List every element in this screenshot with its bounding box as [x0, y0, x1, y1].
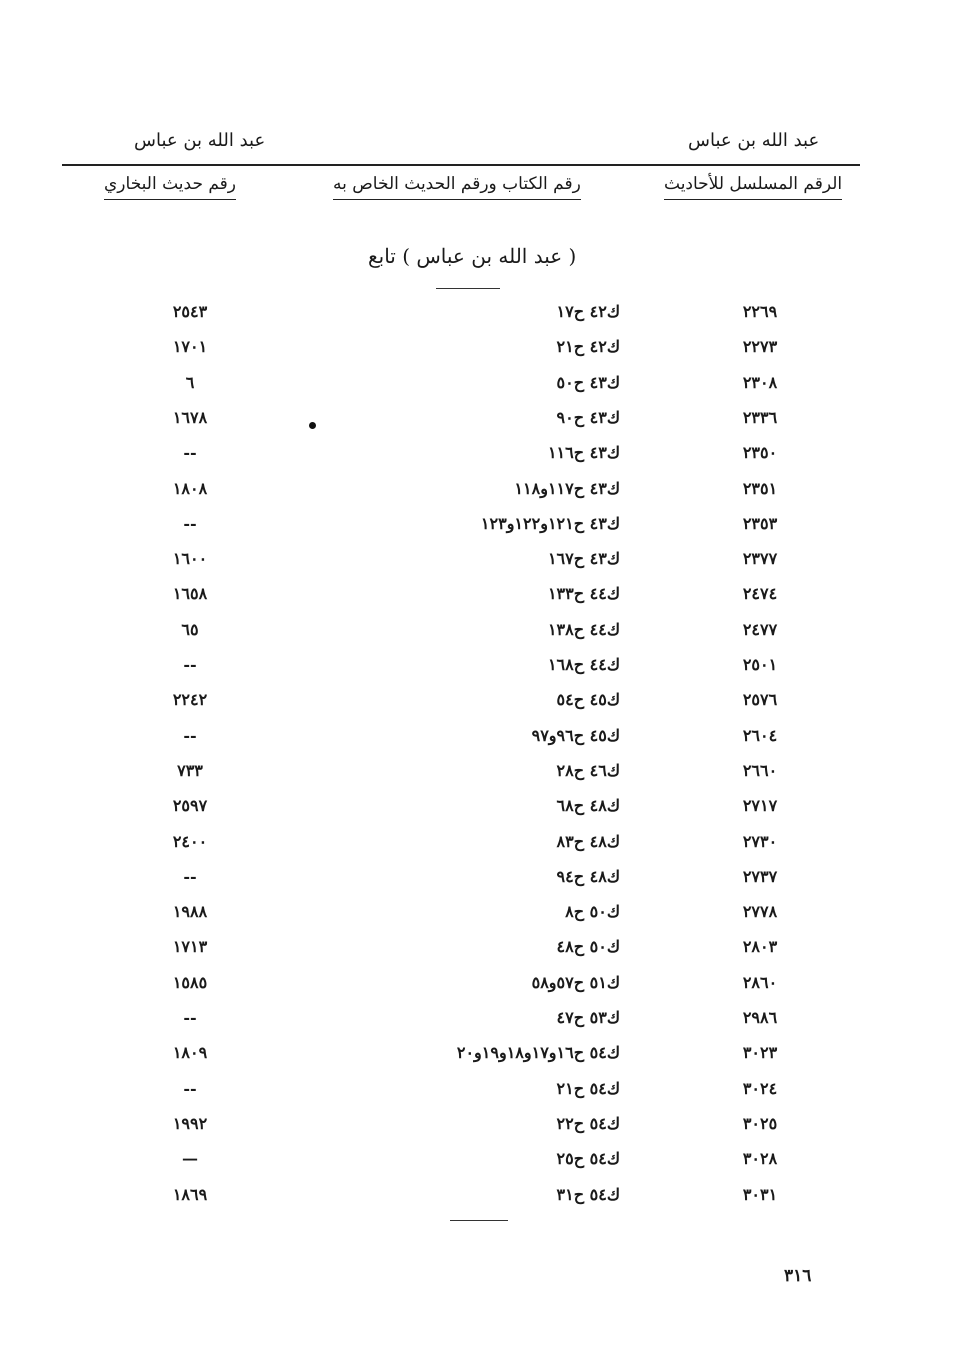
table-row	[0, 541, 956, 577]
serial-cell: ٣٠٢٤	[742, 1078, 778, 1098]
serial-cell: ٣٠٢٨	[742, 1149, 778, 1169]
bukhari-cell: ١٨٦٩	[172, 1184, 208, 1204]
bukhari-cell: —	[182, 1149, 198, 1169]
column-header-book-hadith: رقم الكتاب ورقم الحديث الخاص به	[333, 174, 581, 200]
serial-cell: ٢٣٥١	[742, 478, 778, 498]
bukhari-cell: ٢٤٠٠	[172, 831, 208, 851]
bukhari-cell: ١٧١٣	[172, 937, 208, 957]
book-hadith-cell: ك٥١ ح٥٧و٥٨	[531, 972, 620, 992]
header-rule	[62, 164, 860, 166]
bukhari-cell: --	[183, 443, 197, 463]
table-row	[0, 682, 956, 718]
serial-cell: ٢٦٦٠	[742, 760, 778, 780]
table-row	[0, 471, 956, 507]
table-row	[0, 647, 956, 683]
book-hadith-cell: ك٥٤ ح٢٢	[556, 1113, 620, 1133]
book-hadith-cell: ك٤٨ ح٦٨	[556, 796, 620, 816]
serial-cell: ٣٠٢٥	[742, 1113, 778, 1133]
column-header-bukhari: رقم حديث البخاري	[104, 174, 236, 200]
serial-cell: ٢٤٧٤	[742, 584, 778, 604]
book-hadith-cell: ك٤٣ ح١١٦	[547, 443, 620, 463]
bukhari-cell: ٢٥٩٧	[172, 796, 208, 816]
book-hadith-cell: ك٤٤ ح١٣٨	[547, 619, 620, 639]
serial-cell: ٢٧٣٧	[742, 866, 778, 886]
bukhari-cell: --	[183, 866, 197, 886]
table-row	[0, 788, 956, 824]
column-header-serial: الرقم المسلسل للأحاديث	[664, 174, 842, 200]
table-end-rule	[450, 1220, 508, 1221]
bukhari-cell: --	[183, 1008, 197, 1027]
bukhari-cell: ٧٣٣	[177, 760, 203, 780]
table-row	[0, 365, 956, 401]
table-row	[0, 506, 956, 542]
serial-cell: ٢٣٠٨	[742, 372, 778, 392]
serial-cell: ٢٦٠٤	[742, 725, 778, 745]
running-head-left: عبد الله بن عباس	[134, 130, 266, 151]
book-hadith-cell: ك٥٤ ح٢١	[556, 1078, 620, 1098]
serial-cell: ٢٧١٧	[742, 796, 778, 816]
bukhari-cell: ١٦٥٨	[172, 584, 208, 604]
table-row	[0, 1000, 956, 1036]
table-row	[0, 1071, 956, 1107]
section-rule	[436, 288, 500, 289]
table-row	[0, 435, 956, 471]
book-hadith-cell: ك٤٣ ح٩٠	[556, 407, 620, 427]
bukhari-cell: ١٨٠٩	[172, 1043, 208, 1063]
book-hadith-cell: ك٥٤ ح٢٥	[556, 1149, 620, 1169]
serial-cell: ٢٥٧٦	[742, 690, 778, 710]
serial-cell: ٢٢٦٩	[742, 302, 778, 321]
serial-cell: ٣٠٢٣	[742, 1043, 778, 1063]
serial-cell: ٢٢٧٣	[742, 337, 778, 357]
bukhari-cell: --	[183, 725, 197, 745]
table-row	[0, 1177, 956, 1213]
table-row	[0, 1106, 956, 1142]
book-hadith-cell: ك٥٠ ح٤٨	[556, 937, 620, 957]
serial-cell: ٢٨٦٠	[742, 972, 778, 992]
bukhari-cell: --	[183, 655, 197, 674]
table-row	[0, 929, 956, 965]
serial-cell: ٣٠٣١	[742, 1184, 778, 1204]
section-title: ( عبد الله بن عباس ) تابع	[368, 244, 577, 268]
serial-cell: ٢٨٠٣	[742, 937, 778, 957]
serial-cell: ٢٣٧٧	[742, 549, 778, 569]
book-hadith-cell: ك٥٤ ح٣١	[556, 1184, 620, 1204]
bukhari-cell: ١٧٠١	[172, 337, 208, 357]
serial-cell: ٢٧٧٨	[742, 902, 778, 922]
table-row	[0, 965, 956, 1001]
running-head-right: عبد الله بن عباس	[688, 130, 820, 151]
bukhari-cell: --	[183, 1078, 197, 1098]
book-hadith-cell: ك٤٢ ح٢١	[556, 337, 620, 357]
table-row	[0, 400, 956, 436]
bukhari-cell: ٢٥٤٣	[172, 302, 208, 321]
bukhari-cell: ١٦٧٨	[172, 407, 208, 427]
bukhari-cell: ١٦٠٠	[172, 549, 208, 569]
table-row	[0, 753, 956, 789]
table-row	[0, 859, 956, 895]
table-row	[0, 294, 956, 330]
book-hadith-cell: ك٤٣ ح٥٠	[556, 372, 620, 392]
book-hadith-cell: ك٤٦ ح٢٨	[556, 760, 620, 780]
book-hadith-cell: ك٤٥ ح٩٦و٩٧	[531, 725, 620, 745]
bukhari-cell: ١٩٩٢	[172, 1113, 208, 1133]
book-hadith-cell: ك٥٤ ح١٦و١٧و١٨و١٩و٢٠	[456, 1043, 620, 1063]
bukhari-cell: ٦٥	[181, 619, 199, 639]
bukhari-cell: ١٥٨٥	[172, 972, 208, 992]
book-hadith-cell: ك٤٨ ح٩٤	[556, 866, 620, 886]
serial-cell: ٢٩٨٦	[742, 1008, 778, 1027]
serial-cell: ٢٣٥٠	[742, 443, 778, 463]
book-hadith-cell: ك٤٣ ح١٦٧	[547, 549, 620, 569]
serial-cell: ٢٥٠١	[742, 655, 778, 674]
serial-cell: ٢٣٣٦	[742, 407, 778, 427]
table-row	[0, 576, 956, 612]
book-hadith-cell: ك٤٣ ح١١٧و١١٨	[514, 478, 620, 498]
bukhari-cell: ١٩٨٨	[172, 902, 208, 922]
table-row	[0, 612, 956, 648]
page-number: ٣١٦	[784, 1266, 812, 1286]
book-hadith-cell: ك٤٨ ح٨٣	[556, 831, 620, 851]
table-row	[0, 824, 956, 860]
bukhari-cell: --	[183, 513, 197, 533]
bukhari-cell: ٢٢٤٢	[172, 690, 208, 710]
ink-dot	[309, 422, 316, 429]
table-row	[0, 894, 956, 930]
book-hadith-cell: ك٤٥ ح٥٤	[556, 690, 620, 710]
book-hadith-cell: ك٤٣ ح١٢١و١٢٢و١٢٣	[480, 513, 620, 533]
serial-cell: ٢٤٧٧	[742, 619, 778, 639]
table-row	[0, 718, 956, 754]
book-hadith-cell: ك٤٤ ح١٣٣	[547, 584, 620, 604]
serial-cell: ٢٧٣٠	[742, 831, 778, 851]
book-hadith-cell: ك٤٢ ح١٧	[556, 302, 620, 321]
table-row	[0, 1035, 956, 1071]
bukhari-cell: ٦	[185, 372, 195, 392]
book-hadith-cell: ك٤٤ ح١٦٨	[547, 655, 620, 674]
serial-cell: ٢٣٥٣	[742, 513, 778, 533]
book-hadith-cell: ك٥٣ ح٤٧	[556, 1008, 620, 1027]
table-row	[0, 329, 956, 365]
book-hadith-cell: ك٥٠ ح٨	[565, 902, 620, 922]
table-row	[0, 1141, 956, 1177]
bukhari-cell: ١٨٠٨	[172, 478, 208, 498]
